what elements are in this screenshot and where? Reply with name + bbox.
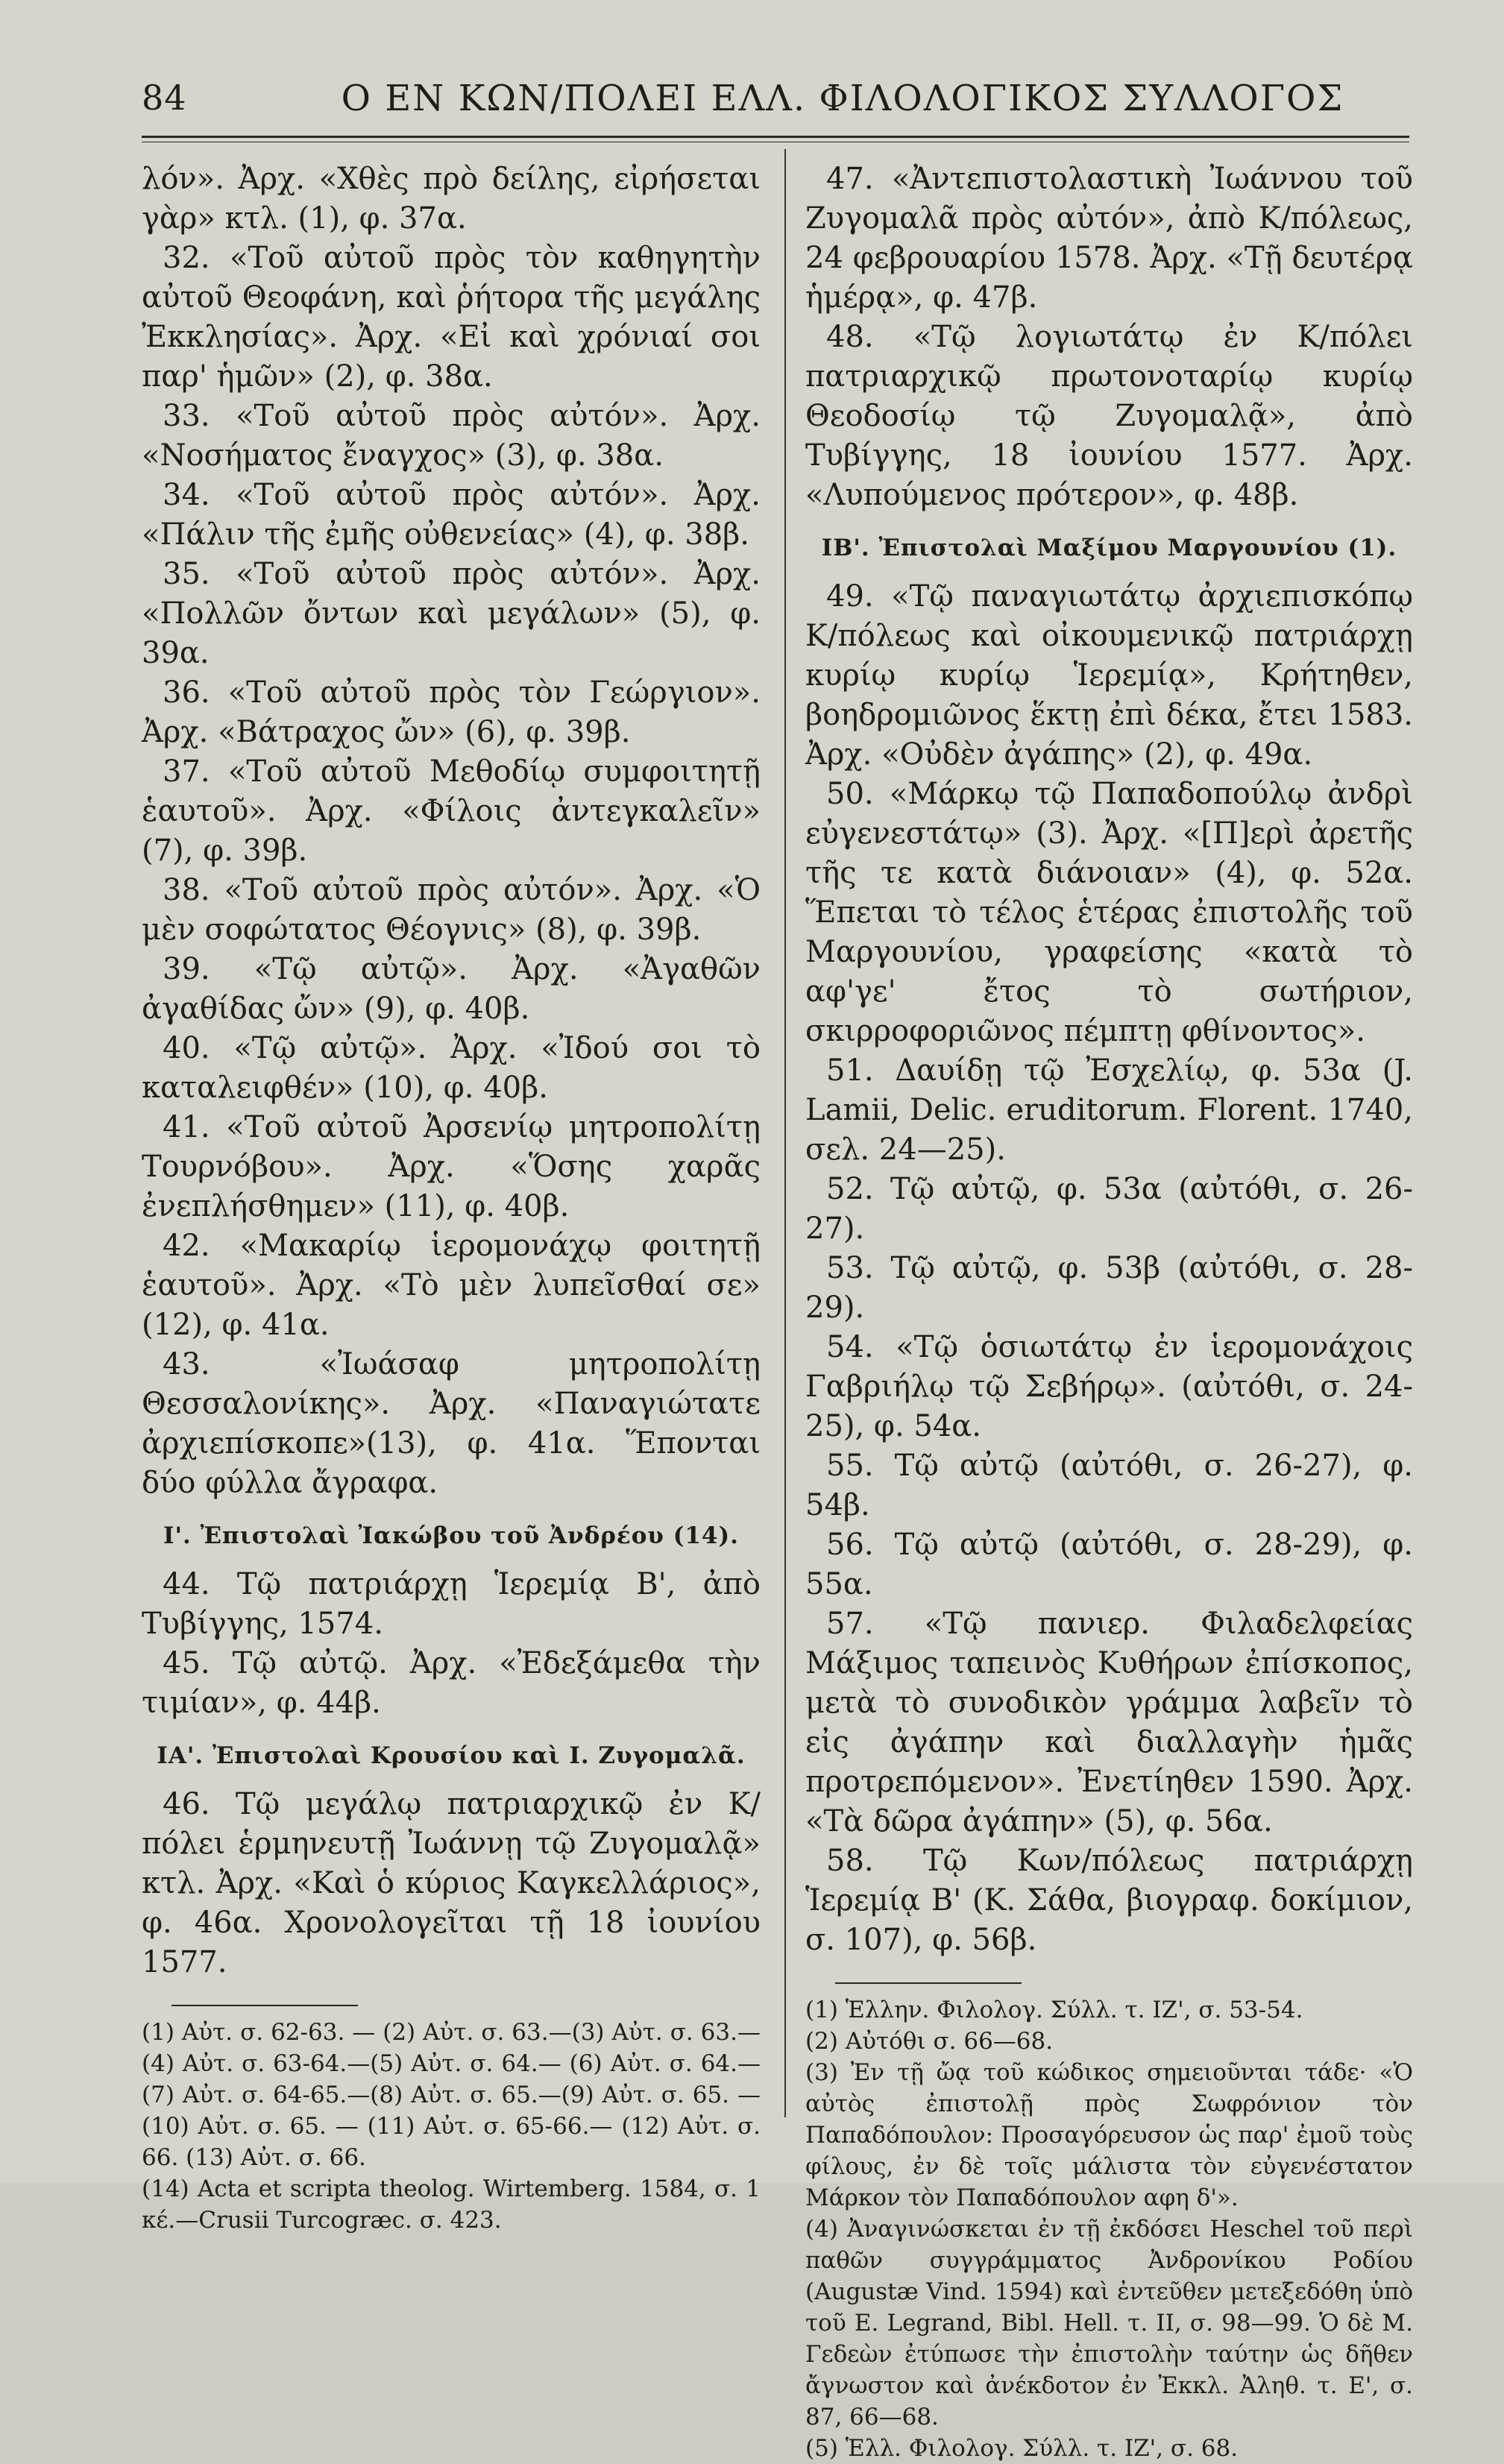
entry-paragraph: 53. Τῷ αὐτῷ, φ. 53β (αὐτόθι, σ. 28-29). (805, 1251, 1413, 1325)
entry-paragraph: 34. «Τοῦ αὐτοῦ πρὸς αὐτόν». Ἀρχ. «Πάλιν τῆς ἐμῆς οὐθενείας» (4), φ. 38β. (142, 478, 761, 552)
entry-paragraph: 48. «Τῷ λογιωτάτῳ ἐν Κ/πόλει πατριαρχικῷ πρωτονοταρίῳ κυρίῳ Θεοδοσίῳ τῷ Ζυγομαλᾷ», ἀπὸ Τυβίγγης, 18 ἰουνίου 1577. Ἀρχ. «Λυπούμενος πρότερον», φ. 48β. (805, 320, 1413, 512)
entry-paragraph: λόν». Ἀρχ. «Χθὲς πρὸ δείλης, εἰρήσεται γὰρ» κτλ. (1), φ. 37α. (142, 162, 761, 236)
section-heading: ΙΒ'. Ἐπιστολαὶ Μαξίμου Μαργουνίου (1). (821, 535, 1397, 561)
entry-paragraph: 52. Τῷ αὐτῷ, φ. 53α (αὐτόθι, σ. 26-27). (805, 1172, 1413, 1246)
footnotes (805, 1994, 1413, 2464)
entry-paragraph: 47. «Ἀντεπιστολαστικὴ Ἰωάννου τοῦ Ζυγομαλᾶ πρὸς αὐτόν», ἀπὸ Κ/πόλεως, 24 φεβρουαρίου 1578. Ἀρχ. «Τῇ δευτέρᾳ ἡμέρᾳ», φ. 47β. (805, 162, 1413, 315)
entry-paragraph: 35. «Τοῦ αὐτοῦ πρὸς αὐτόν». Ἀρχ. «Πολλῶν ὄντων καὶ μεγάλων» (5), φ. 39α. (142, 557, 761, 670)
running-title: Ο ΕΝ ΚΩΝ/ΠΟΛΕΙ ΕΛΛ. ΦΙΛΟΛΟΓΙΚΟΣ ΣΥΛΛΟΓΟΣ (341, 78, 1344, 119)
entry-paragraph: 56. Τῷ αὐτῷ (αὐτόθι, σ. 28-29), φ. 55α. (805, 1528, 1413, 1601)
right-column (805, 160, 1413, 2464)
footnote: (14) Acta et scripta theolog. Wirtemberg. 1584, σ. 1 κέ.—Crusii Turcogræc. σ. 423. (142, 2175, 761, 2234)
section-heading: Ι'. Ἐπιστολαὶ Ἰακώβου τοῦ Ἀνδρέου (14). (163, 1522, 739, 1549)
footnote: (4) Ἀναγινώσκεται ἐν τῇ ἐκδόσει Heschel τοῦ περὶ παθῶν συγγράμματος Ἀνδρονίκου Ροδίου (Augustæ Vind. 1594) καὶ ἐντεῦθεν μετεξεδόθη ὑπὸ τοῦ E. Legrand, Bibl. Hell. τ. II, σ. 98—99. Ὁ δὲ Μ. Γεδεὼν ἐτύπωσε τὴν ἐπιστολὴν ταύτην ὡς δῆθεν ἄγνωστον καὶ ἀνέκδοτον ἐν Ἐκκλ. Ἀληθ. τ. Ε', σ. 87, 66—68. (805, 2216, 1413, 2430)
column-divider (784, 149, 786, 2117)
entry-paragraph: 33. «Τοῦ αὐτοῦ πρὸς αὐτόν». Ἀρχ. «Νοσήματος ἔναγχος» (3), φ. 38α. (142, 399, 761, 473)
entry-paragraph: 54. «Τῷ ὁσιωτάτῳ ἐν ἱερομονάχοις Γαβριήλῳ τῷ Σεβήρῳ». (αὐτόθι, σ. 24-25), φ. 54α. (805, 1330, 1413, 1443)
entry-paragraph: 51. Δαυίδῃ τῷ Ἐσχελίῳ, φ. 53α (J. Lamii, Delic. eruditorum. Florent. 1740, σελ. 24—25). (805, 1053, 1413, 1167)
footnotes (142, 2017, 761, 2236)
footnote: (2) Αὐτόθι σ. 66—68. (805, 2028, 1054, 2055)
header-rule (142, 136, 1409, 138)
entry-paragraph: 37. «Τοῦ αὐτοῦ Μεθοδίῳ συμφοιτητῇ ἑαυτοῦ». Ἀρχ. «Φίλοις ἀντεγκαλεῖν» (7), φ. 39β. (142, 754, 761, 868)
entry-paragraph: 36. «Τοῦ αὐτοῦ πρὸς τὸν Γεώργιον». Ἀρχ. «Βάτραχος ὤν» (6), φ. 39β. (142, 675, 761, 749)
entry-paragraph: 43. «Ἰωάσαφ μητροπολίτῃ Θεσσαλονίκης». Ἀρχ. «Παναγιώτατε ἀρχιεπίσκοπε»(13), φ. 41α. Ἕπονται δύο φύλλα ἄγραφα. (142, 1347, 761, 1500)
entry-paragraph: 57. «Τῷ πανιερ. Φιλαδελφείας Μάξιμος ταπεινὸς Κυθήρων ἐπίσκοπος, μετὰ τὸ συνοδικὸν γράμμα λαβεῖν τὸ εἰς ἀγάπην καὶ διαλλαγὴν ἡμᾶς προτρεπόμενον». Ἐνετίηθεν 1590. Ἀρχ. «Τὰ δῶρα ἀγάπην» (5), φ. 56α. (805, 1607, 1413, 1838)
footnote: (3) Ἐν τῇ ὤᾳ τοῦ κώδικος σημειοῦνται τάδε· «Ὁ αὐτὸς ἐπιστολῇ πρὸς Σωφρόνιον τὸν Παπαδόπουλον: Προσαγόρευσον ὡς παρ' ἐμοῦ τοὺς φίλους, ἐν δὲ τοῖς μάλιστα τὸν εὐγενέστατον Μάρκον τὸν Παπαδόπουλον αφη δ'». (805, 2059, 1413, 2211)
entry-paragraph: 58. Τῷ Κων/πόλεως πατριάρχῃ Ἱερεμίᾳ Β' (Κ. Σάθα, βιογραφ. δοκίμιον, σ. 107), φ. 56β. (805, 1844, 1413, 1957)
entry-paragraph: 55. Τῷ αὐτῷ (αὐτόθι, σ. 26-27), φ. 54β. (805, 1449, 1413, 1522)
entry-paragraph: 49. «Τῷ παναγιωτάτῳ ἀρχιεπισκόπῳ Κ/πόλεως καὶ οἰκουμενικῷ πατριάρχῃ κυρίῳ κυρίῳ Ἱερεμίᾳ», Κρήτηθεν, βοηδρομιῶνος ἕκτῃ ἐπὶ δέκα, ἔτει 1583. Ἀρχ. «Οὐδὲν ἀγάπης» (2), φ. 49α. (805, 579, 1413, 772)
footnote-rule (172, 2005, 358, 2006)
footnote: (1) Αὐτ. σ. 62-63. — (2) Αὐτ. σ. 63.—(3) Αὐτ. σ. 63.—(4) Αὐτ. σ. 63-64.—(5) Αὐτ. σ. 64.— (6) Αὐτ. σ. 64.—(7) Αὐτ. σ. 64-65.—(8) Αὐτ. σ. 65.—(9) Αὐτ. σ. 65. — (10) Αὐτ. σ. 65. — (11) Αὐτ. σ. 65-66.— (12) Αὐτ. σ. 66. (13) Αὐτ. σ. 66. (142, 2019, 761, 2171)
footnote-rule (835, 1982, 1022, 1984)
entry-paragraph: 46. Τῷ μεγάλῳ πατριαρχικῷ ἐν Κ/πόλει ἑρμηνευτῇ Ἰωάννῃ τῷ Ζυγομαλᾷ» κτλ. Ἀρχ. «Καὶ ὁ κύριος Καγκελλάριος», φ. 46α. Χρονολογεῖται τῇ 18 ἰουνίου 1577. (142, 1787, 761, 1979)
section-heading: ΙΑ'. Ἐπιστολαὶ Κρουσίου καὶ Ι. Ζυγομαλᾶ. (157, 1742, 746, 1769)
entry-paragraph: 50. «Μάρκῳ τῷ Παπαδοπούλῳ ἀνδρὶ εὐγενεστάτῳ» (3). Ἀρχ. «[Π]ερὶ ἀρετῆς τῆς τε κατὰ διάνοιαν» (4), φ. 52α. Ἕπεται τὸ τέλος ἑτέρας ἐπιστολῆς τοῦ Μαργουνίου, γραφείσης «κατὰ τὸ αφ'γε' ἔτος τὸ σωτήριον, σκιρροφοριῶνος πέμπτῃ φθίνοντος». (805, 777, 1413, 1048)
entry-paragraph: 42. «Μακαρίῳ ἱερομονάχῳ φοιτητῇ ἑαυτοῦ». Ἀρχ. «Τὸ μὲν λυπεῖσθαί σε» (12), φ. 41α. (142, 1229, 761, 1342)
entry-paragraph: 44. Τῷ πατριάρχῃ Ἱερεμίᾳ Β', ἀπὸ Τυβίγγης, 1574. (142, 1567, 761, 1641)
entry-paragraph: 38. «Τοῦ αὐτοῦ πρὸς αὐτόν». Ἀρχ. «Ὁ μὲν σοφώτατος Θέογνις» (8), φ. 39β. (142, 873, 761, 947)
entry-paragraph: 40. «Τῷ αὐτῷ». Ἀρχ. «Ἰδού σοι τὸ καταλειφθέν» (10), φ. 40β. (142, 1031, 761, 1105)
footnote: (1) Ἑλλην. Φιλολογ. Σύλλ. τ. ΙΖ', σ. 53-54. (805, 1997, 1303, 2023)
entry-paragraph: 41. «Τοῦ αὐτοῦ Ἀρσενίῳ μητροπολίτῃ Τουρνόβου». Ἀρχ. «Ὅσης χαρᾶς ἐνεπλήσθημεν» (11), φ. 40β. (142, 1110, 761, 1223)
entry-paragraph: 45. Τῷ αὐτῷ. Ἀρχ. «Ἐδεξάμεθα τὴν τιμίαν», φ. 44β. (142, 1646, 761, 1720)
entry-paragraph: 39. «Τῷ αὐτῷ». Ἀρχ. «Ἀγαθῶν ἀγαθίδας ὤν» (9), φ. 40β. (142, 952, 761, 1026)
page-header (142, 78, 1372, 130)
footnote: (5) Ἑλλ. Φιλολογ. Σύλλ. τ. ΙΖ', σ. 68. (805, 2435, 1239, 2462)
page-number: 84 (142, 78, 187, 118)
entry-paragraph: 32. «Τοῦ αὐτοῦ πρὸς τὸν καθηγητὴν αὐτοῦ Θεοφάνη, καὶ ῥήτορα τῆς μεγάλης Ἐκκλησίας». Ἀρχ. «Εἰ καὶ χρόνιαί σοι παρ' ἡμῶν» (2), φ. 38α. (142, 241, 761, 394)
left-column (142, 160, 761, 2236)
